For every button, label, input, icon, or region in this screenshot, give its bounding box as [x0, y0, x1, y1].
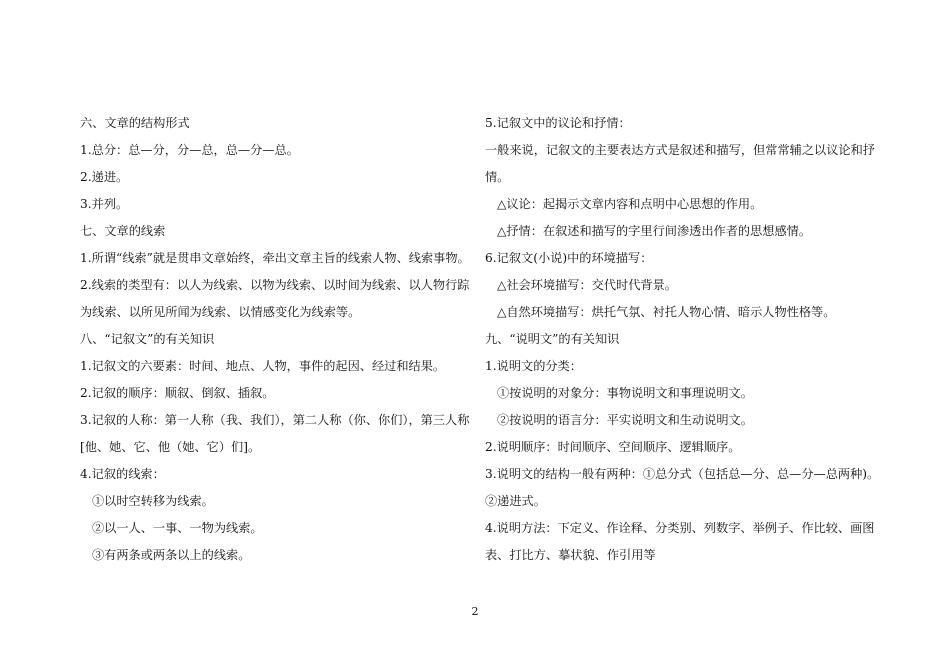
text-line: 六、文章的结构形式 [80, 116, 190, 130]
text-line: 七、文章的线索 [80, 224, 166, 238]
text-line: 2.线索的类型有：以人为线索、以物为线索、以时间为线索、以人物行踪 [80, 278, 470, 292]
text-line: 4.说明方法：下定义、作诠释、分类别、列数字、举例子、作比较、画图 [485, 521, 875, 535]
text-line: 一般来说，记叙文的主要表达方式是叙述和描写，但常常辅之以议论和抒 [485, 143, 875, 157]
text-line: 3.并列。 [80, 197, 129, 211]
text-line: 4.记叙的线索： [80, 467, 165, 481]
text-line: △自然环境描写：烘托气氛、衬托人物心情、暗示人物性格等。 [497, 305, 836, 319]
text-line: 八、“记叙文”的有关知识 [80, 332, 215, 346]
text-line: △议论：起揭示文章内容和点明中心思想的作用。 [497, 197, 763, 211]
text-line: 1.总分：总—分，分—总，总—分—总。 [80, 143, 299, 157]
page-number: 2 [471, 605, 479, 618]
text-line: 1.记叙文的六要素：时间、地点、人物，事件的起因、经过和结果。 [80, 359, 446, 373]
text-line: 3.说明文的结构一般有两种：①总分式（包括总—分、总—分—总两种)。 [485, 467, 880, 481]
text-line: ③有两条或两条以上的线索。 [92, 548, 251, 562]
text-line: 1.所谓“线索”就是贯串文章始终，牵出文章主旨的线索人物、线索事物。 [80, 251, 470, 265]
text-line: ②按说明的语言分：平实说明文和生动说明文。 [497, 413, 753, 427]
text-line: ②以一人、一事、一物为线索。 [92, 521, 263, 535]
text-line: ①以时空转移为线索。 [92, 494, 214, 508]
left-column [80, 110, 472, 569]
text-line: △抒情：在叙述和描写的字里行间渗透出作者的思想感情。 [497, 224, 812, 238]
text-line: 九、“说明文”的有关知识 [485, 332, 620, 346]
text-line: 6.记叙文(小说)中的环境描写： [485, 251, 653, 265]
text-line: 为线索、以所见所闻为线索、以情感变化为线索等。 [80, 305, 361, 319]
text-line: 5.记叙文中的议论和抒情： [485, 116, 631, 130]
right-column [485, 110, 880, 569]
text-line: 情。 [485, 170, 510, 184]
text-line: [他、她、它、他（她、它）们]。 [80, 440, 261, 454]
text-line: ②递进式。 [485, 494, 546, 508]
text-line: 2.递进。 [80, 170, 129, 184]
text-line: 2.记叙的顺序：顺叙、倒叙、插叙。 [80, 386, 275, 400]
text-line: ①按说明的对象分：事物说明文和事理说明文。 [497, 386, 753, 400]
text-line: 表、打比方、摹状貌、作引用等 [485, 548, 656, 562]
text-line: △社会环境描写：交代时代背景。 [497, 278, 677, 292]
text-line: 3.记叙的人称：第一人称（我、我们），第二人称（你、你们），第三人称 [80, 413, 470, 427]
text-line: 2.说明顺序：时间顺序、空间顺序、逻辑顺序。 [485, 440, 741, 454]
text-line: 1.说明文的分类： [485, 359, 582, 373]
